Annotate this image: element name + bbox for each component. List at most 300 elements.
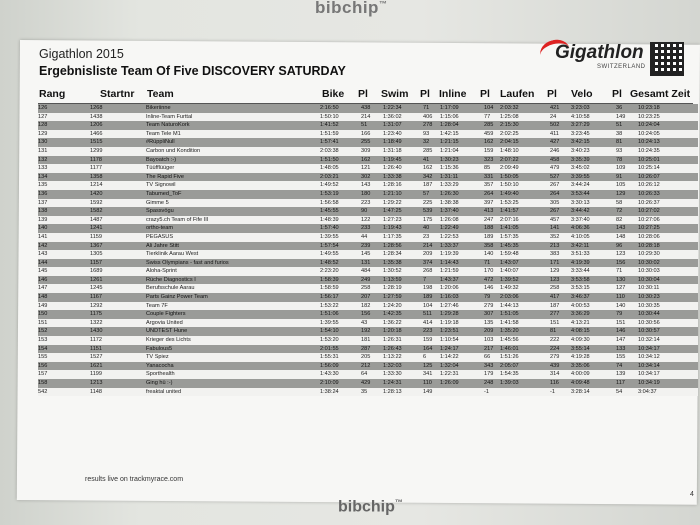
cell-inline-pl: 472 [484,276,494,283]
cell-startnr: 1582 [90,208,103,215]
cell-swim: 1:28:13 [383,388,402,395]
table-row [38,233,698,242]
cell-laufen: 1:48:10 [500,147,519,154]
cell-startnr: 1299 [90,147,103,154]
cell-rang: 150 [38,311,48,318]
cell-bike-pl: 162 [361,156,371,163]
cell-swim: 1:21:10 [383,190,402,197]
cell-bike-pl: 145 [361,251,371,258]
cell-bike-pl: 484 [361,268,371,275]
table-row [38,199,698,208]
cell-team: Spassvögu [146,208,174,215]
cell-velo-pl: 54 [616,388,623,395]
cell-swim: 1:17:35 [383,233,402,240]
cell-inline-pl: 66 [484,354,491,361]
cell-team: Aloha-Sprint [146,268,177,275]
cell-gesamt-zeit: 10:23:18 [638,105,660,111]
cell-swim: 1:28:19 [383,285,402,292]
cell-inline-pl: 140 [484,251,494,258]
cell-laufen-pl: 457 [550,216,560,223]
cell-swim-pl: 374 [423,259,433,266]
footer-note: results live on trackmyrace.com [85,476,184,483]
cell-gesamt-zeit: 10:25:01 [638,156,660,163]
cell-bike: 1:41:52 [320,122,339,129]
cell-swim-pl: 93 [423,130,430,137]
cell-swim-pl: 214 [423,242,433,249]
table-row [38,388,698,397]
cell-velo: 3:37:40 [571,216,590,223]
cell-inline-pl: 159 [484,147,494,154]
cell-velo: 3:42:11 [571,242,590,249]
cell-startnr: 1177 [90,165,103,172]
cell-swim-pl: 23 [423,233,430,240]
cell-team: Tabumed_ToF [146,190,182,197]
cell-inline-pl: -1 [484,388,489,395]
cell-inline: 1:26:30 [440,190,459,197]
cell-bike-pl: 287 [361,345,371,352]
cell-laufen: 1:50:05 [500,173,519,180]
table-row [38,276,698,285]
cell-swim-pl: 110 [423,380,432,386]
cell-rang: 129 [38,130,48,137]
cell-swim: 1:31:07 [383,122,402,129]
cell-velo: 3:53:58 [571,276,590,283]
cell-inline: 1:10:54 [440,337,459,344]
cell-bike-pl: 180 [361,190,371,197]
cell-startnr: 1199 [90,371,103,378]
cell-swim-pl: 164 [423,345,433,352]
cell-rang: 136 [38,190,48,197]
cell-startnr: 1172 [90,337,103,344]
cell-laufen-pl: 279 [550,354,560,361]
cell-inline: 1:37:40 [440,208,459,215]
header-laufen-pl: Pl [547,88,557,100]
cell-rang: 131 [38,147,48,154]
cell-inline-pl: 343 [484,362,494,369]
cell-inline-pl: 285 [484,122,494,129]
cell-bike-pl: 239 [361,242,371,249]
cell-velo-pl: 155 [616,354,626,361]
cell-bike: 2:16:50 [320,105,339,111]
cell-startnr: 1430 [90,328,103,335]
results-table [38,104,698,396]
cell-swim-pl: 32 [423,139,430,146]
cell-swim: 1:29:22 [383,199,402,206]
table-row [38,370,698,379]
cell-laufen-pl: 116 [550,380,559,386]
cell-inline: 1:21:59 [440,268,459,275]
cell-rang: 157 [38,371,48,378]
cell-swim: 1:19:45 [383,156,402,163]
cell-swim: 1:27:23 [383,216,402,223]
cell-laufen-pl: 411 [550,130,559,137]
cell-bike-pl: 429 [361,380,371,386]
cell-laufen: 1:44:13 [500,302,519,309]
cell-laufen: 2:03:32 [500,105,519,111]
cell-swim: 1:22:34 [383,105,402,111]
cell-laufen: 1:54:35 [500,371,519,378]
table-row [38,207,698,216]
cell-rang: 141 [38,233,48,240]
cell-bike: 1:56:09 [320,362,339,369]
cell-bike: 1:48:39 [320,216,339,223]
cell-inline-pl: 247 [484,216,494,223]
event-name: Gigathlon 2015 [39,47,124,61]
cell-startnr: 1213 [90,380,103,386]
cell-rang: 143 [38,251,48,258]
cell-bike: 1:54:10 [320,328,339,335]
cell-bike-pl: 223 [361,199,371,206]
cell-velo: 4:06:36 [571,225,590,232]
cell-bike: 2:23:20 [320,268,339,275]
cell-laufen-pl: 383 [550,251,560,258]
cell-bike-pl: 143 [361,182,371,189]
table-row [38,302,698,311]
cell-bike: 1:58:59 [320,285,339,292]
cell-velo: 4:09:48 [571,380,590,386]
cell-laufen: 1:59:48 [500,251,519,258]
cell-bike-pl: 438 [361,105,371,111]
cell-velo-pl: 146 [616,328,626,335]
cell-velo-pl: 130 [616,276,626,283]
cell-laufen: 2:07:22 [500,156,519,163]
cell-swim-pl: 285 [423,147,433,154]
cell-velo: 3:53:44 [571,190,590,197]
cell-rang: 151 [38,319,48,326]
cell-bike: 1:39:55 [320,233,339,240]
cell-bike-pl: 214 [361,113,371,120]
cell-startnr: 1487 [90,216,103,223]
cell-bike: 2:03:21 [320,173,339,180]
cell-inline: 1:28:04 [440,122,459,129]
cell-gesamt-zeit: 10:24:13 [638,139,660,146]
cell-bike-pl: 131 [361,259,371,266]
bibchip-logo-bottom: bibchip™ [338,498,403,516]
cell-velo-pl: 79 [616,311,623,318]
cell-velo-pl: 148 [616,233,626,240]
cell-team: Tierklinik Aarau West [146,251,199,258]
cell-velo: 3:45:02 [571,165,590,172]
cell-bike: 1:57:40 [320,225,339,232]
cell-inline-pl: 188 [484,225,494,232]
header-velo: Velo [571,88,593,100]
cell-velo-pl: 74 [616,362,623,369]
table-row [38,156,698,165]
cell-bike: 1:57:54 [320,242,339,249]
cell-swim: 1:33:30 [383,371,402,378]
cell-velo: 3:55:14 [571,345,590,352]
cell-bike: 1:51:50 [320,156,339,163]
cell-bike-pl: 166 [361,130,371,137]
cell-team: Bayoatch :-) [146,156,177,163]
header-inline-pl: Pl [480,88,490,100]
cell-gesamt-zeit: 10:24:05 [638,130,660,137]
cell-bike-pl: 258 [361,285,371,292]
cell-rang: 138 [38,208,48,215]
cell-laufen: 1:39:52 [500,276,519,283]
cell-bike-pl: 90 [361,208,368,215]
cell-team: TV Spiez [146,354,169,361]
cell-gesamt-zeit: 10:27:25 [638,225,660,232]
cell-laufen-pl: 352 [550,233,560,240]
cell-bike: 1:38:24 [320,388,339,395]
cell-startnr: 1322 [90,319,103,326]
cell-laufen: 1:51:05 [500,311,519,318]
cell-startnr: 1305 [90,251,103,258]
cell-bike: 2:10:09 [320,380,339,386]
cell-team: Argovia United [146,319,183,326]
cell-laufen-pl: 314 [550,371,560,378]
cell-startnr: 1151 [90,345,103,352]
cell-bike: 1:53:19 [320,190,339,197]
cell-bike: 1:57:41 [320,139,339,146]
table-row [38,353,698,362]
cell-swim: 1:28:34 [383,251,402,258]
cell-inline-pl: 104 [484,105,494,111]
cell-team: Team 7F [146,302,168,309]
table-row [38,216,698,225]
cell-inline-pl: 331 [484,173,494,180]
cell-swim: 1:33:38 [383,173,402,180]
table-row [38,121,698,130]
cell-gesamt-zeit: 10:28:06 [638,233,660,240]
cell-rang: 153 [38,337,48,344]
cell-swim-pl: 71 [423,105,430,111]
cell-swim: 1:36:02 [383,113,402,120]
cell-gesamt-zeit: 10:30:44 [638,311,660,318]
cell-velo-pl: 58 [616,199,623,206]
cell-laufen: 2:05:07 [500,362,519,369]
cell-laufen: 1:41:58 [500,319,519,326]
cell-swim: 1:23:40 [383,130,402,137]
cell-velo-pl: 78 [616,156,623,163]
cell-team: Ging hü :-) [146,380,173,386]
cell-team: Carbon und Kondition [146,147,201,154]
cell-laufen: 1:45:56 [500,337,519,344]
cell-bike: 1:51:59 [320,130,339,137]
cell-swim: 1:30:52 [383,268,402,275]
cell-team: Bikeriinne [146,105,171,111]
cell-inline: 1:32:04 [440,362,459,369]
cell-bike: 1:56:58 [320,199,339,206]
cell-bike-pl: 249 [361,276,371,283]
cell-startnr: 1175 [90,311,103,318]
cell-velo: 3:51:33 [571,251,590,258]
cell-startnr: 1358 [90,173,103,180]
cell-laufen: 1:51:26 [500,354,519,361]
table-row [38,181,698,190]
cell-laufen: 1:43:07 [500,259,519,266]
cell-inline-pl: 162 [484,139,494,146]
cell-velo: 4:19:28 [571,354,590,361]
cell-inline: 1:33:37 [440,242,459,249]
cell-bike: 1:48:52 [320,259,339,266]
cell-rang: 158 [38,380,48,386]
cell-team: Berufsschule Aarau [146,285,195,292]
cell-team: PEGASUS [146,233,174,240]
cell-velo: 3:44:24 [571,182,590,189]
cell-swim-pl: 342 [423,173,433,180]
cell-inline: 1:26:08 [440,216,459,223]
cell-rang: 142 [38,242,48,249]
table-row [38,147,698,156]
cell-inline-pl: 209 [484,328,494,335]
cell-laufen-pl: 141 [550,225,560,232]
cell-gesamt-zeit: 10:34:12 [638,354,660,361]
cell-swim-pl: 223 [423,328,433,335]
cell-laufen: 2:15:30 [500,122,519,129]
cell-swim: 1:28:56 [383,242,402,249]
cell-laufen-pl: -1 [550,388,555,395]
cell-gesamt-zeit: 10:30:35 [638,302,660,309]
cell-bike-pl: 64 [361,371,368,378]
cell-startnr: 1148 [90,388,103,395]
cell-bike-pl: 192 [361,328,371,335]
cell-velo: 4:13:21 [571,319,590,326]
cell-swim-pl: 414 [423,319,433,326]
cell-laufen: 2:04:15 [500,139,519,146]
cell-laufen-pl: 264 [550,190,560,197]
cell-startnr: 1466 [90,130,103,137]
cell-rang: 137 [38,199,48,206]
cell-inline: 1:30:23 [440,156,459,163]
cell-laufen-pl: 527 [550,173,560,180]
cell-velo: 4:00:09 [571,371,590,378]
cell-gesamt-zeit: 10:30:02 [638,259,660,266]
bibchip-logo-top-text: bibchip [315,0,379,17]
cell-velo: 4:00:53 [571,302,590,309]
cell-swim: 1:27:59 [383,294,402,301]
cell-inline-pl: 323 [484,156,494,163]
cell-bike: 1:53:20 [320,337,339,344]
cell-inline: 1:23:51 [440,328,459,335]
cell-team: Ali Jahre Stitt [146,242,179,249]
table-row [38,327,698,336]
cell-velo: 3:42:15 [571,139,590,146]
cell-gesamt-zeit: 10:34:17 [638,345,660,352]
cell-gesamt-zeit: 10:25:14 [638,165,660,172]
cell-bike-pl: 156 [361,311,371,318]
cell-startnr: 1438 [90,113,103,120]
gigathlon-country: SWITZERLAND [597,64,646,70]
cell-team: Parts Gainz Power Team [146,294,208,301]
cell-laufen: 1:53:25 [500,199,519,206]
cell-laufen: 2:03:06 [500,294,519,301]
cell-swim-pl: 209 [423,251,433,258]
cell-velo: 3:23:45 [571,130,590,137]
header-bike-pl: Pl [358,88,368,100]
cell-gesamt-zeit: 10:26:37 [638,199,660,206]
cell-inline: 1:21:04 [440,147,459,154]
cell-inline: 1:14:22 [440,354,459,361]
cell-inline: 1:19:39 [440,251,459,258]
cell-velo: 4:09:30 [571,337,590,344]
table-row [38,259,698,268]
cell-team: Couple Fighters [146,311,186,318]
cell-inline: 1:33:29 [440,182,459,189]
cell-inline-pl: 103 [484,337,494,344]
cell-inline: 1:42:15 [440,130,459,137]
cell-bike: 2:03:38 [320,147,339,154]
cell-rang: 130 [38,139,48,146]
table-row [38,224,698,233]
cell-gesamt-zeit: 10:30:03 [638,268,660,275]
cell-velo-pl: 149 [616,113,626,120]
cell-gesamt-zeit: 10:24:04 [638,122,660,129]
cell-inline-pl: 85 [484,165,491,172]
cell-velo-pl: 156 [616,259,626,266]
cell-velo: 3:44:42 [571,208,590,215]
cell-bike: 1:39:55 [320,319,339,326]
cell-swim: 1:42:35 [383,311,402,318]
cell-startnr: 1261 [90,276,103,283]
cell-swim-pl: 7 [423,276,427,283]
cell-laufen-pl: 246 [550,147,560,154]
cell-velo-pl: 38 [616,130,623,137]
cell-swim-pl: 125 [423,362,433,369]
cell-swim: 1:28:16 [383,182,402,189]
cell-gesamt-zeit: 10:23:25 [638,113,660,120]
cell-startnr: 1241 [90,225,103,232]
cell-laufen: 1:41:05 [500,225,519,232]
cell-team: freaktal united [146,388,182,395]
cell-bike-pl: 233 [361,225,371,232]
cell-swim-pl: 6 [423,354,427,361]
cell-velo: 3:40:23 [571,147,590,154]
cell-bike: 1:43:30 [320,371,339,378]
table-row [38,113,698,122]
page-title: Ergebnisliste Team Of Five DISCOVERY SATURDAY [39,64,346,78]
cell-inline-pl: 358 [484,242,494,249]
cell-startnr: 1214 [90,182,103,189]
cell-bike-pl: 302 [361,173,371,180]
cell-bike-pl: 212 [361,362,371,369]
table-row [38,138,698,147]
bibchip-logo-top: bibchip™ [315,0,388,17]
cell-rang: 128 [38,122,48,129]
cell-laufen: 1:40:07 [500,268,519,275]
cell-inline: 1:22:53 [440,233,459,240]
cell-startnr: 1515 [90,139,103,146]
table-row [38,130,698,139]
cell-velo-pl: 110 [616,294,625,301]
cell-inline: 1:38:38 [440,199,459,206]
cell-velo-pl: 147 [616,337,626,344]
cell-inline: 1:31:11 [440,173,459,180]
cell-bike-pl: 309 [361,147,371,154]
cell-rang: 145 [38,268,48,275]
cell-team: Team NaturoKork [146,122,190,129]
cell-laufen-pl: 458 [550,156,560,163]
cell-laufen-pl: 277 [550,311,560,318]
cell-gesamt-zeit: 10:24:35 [638,147,660,154]
cell-swim: 1:32:03 [383,362,402,369]
cell-laufen: 1:41:57 [500,208,519,215]
cell-laufen-pl: 502 [550,122,560,129]
qr-code-icon [650,42,684,76]
header-startnr: Startnr [100,88,135,100]
cell-velo-pl: 143 [616,225,626,232]
cell-velo-pl: 105 [616,182,626,189]
cell-team: #RüppliNull [146,139,175,146]
cell-swim: 1:47:25 [383,208,402,215]
cell-swim-pl: 278 [423,122,433,129]
header-swim-pl: Pl [420,88,430,100]
cell-inline-pl: 279 [484,302,494,309]
cell-bike: 1:51:06 [320,311,339,318]
cell-swim: 1:13:59 [383,276,402,283]
cell-rang: 134 [38,173,48,180]
